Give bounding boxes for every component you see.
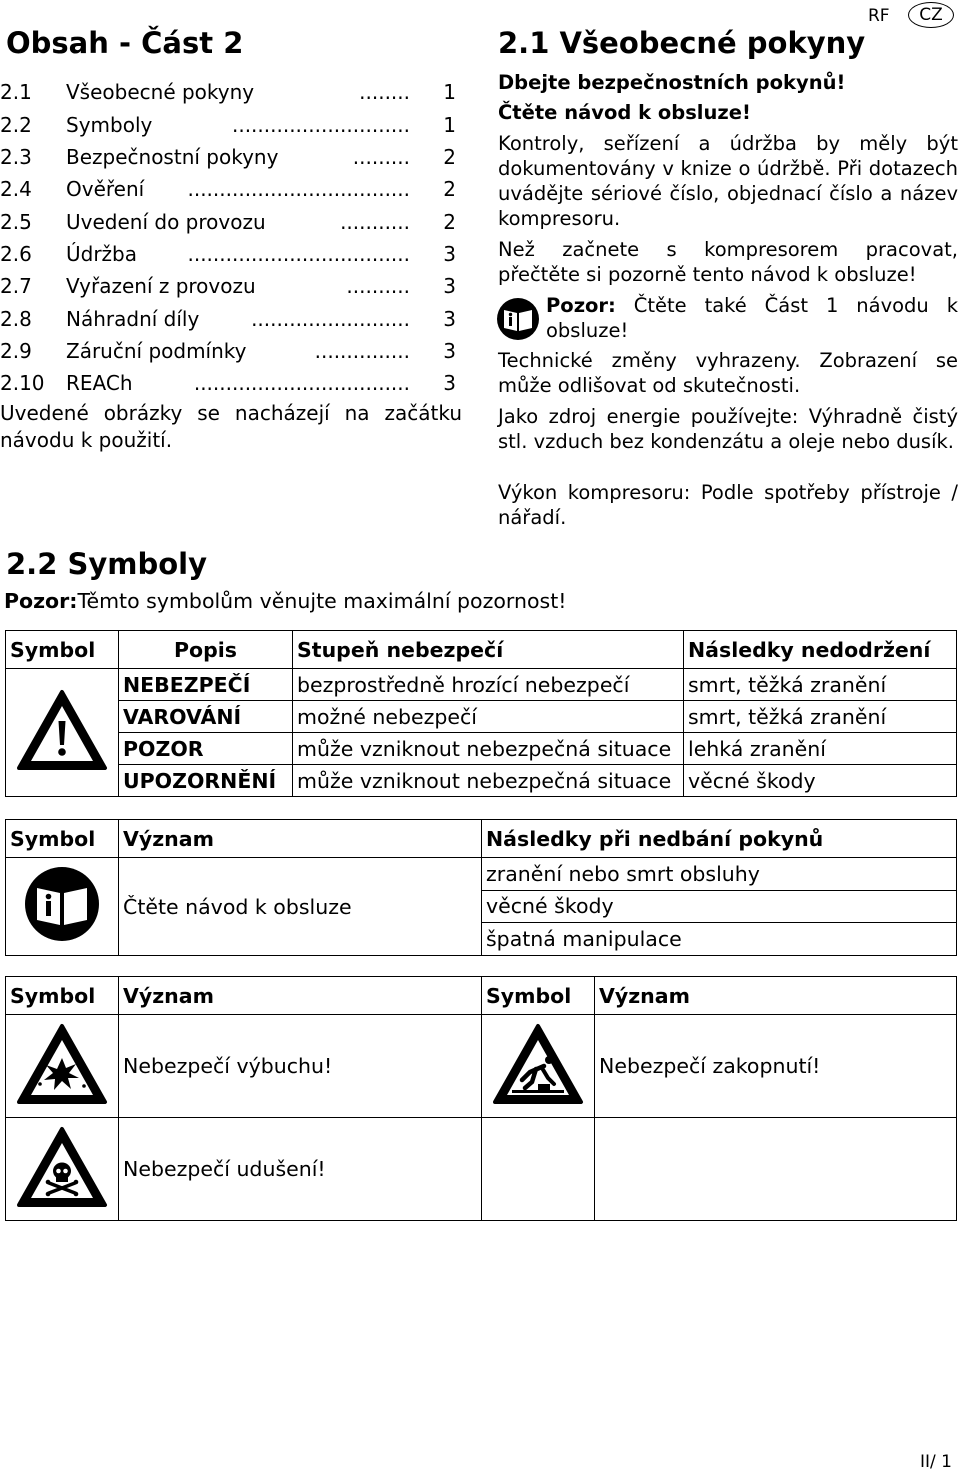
col-symbol: Symbol bbox=[6, 631, 119, 669]
toc-page: 1 bbox=[443, 113, 456, 137]
toc-page: 3 bbox=[443, 307, 456, 331]
col-vyznam-2: Význam bbox=[595, 977, 957, 1015]
toc-page: 3 bbox=[443, 242, 456, 266]
toc-number: 2.9 bbox=[0, 339, 32, 363]
pozor-label: Pozor: bbox=[546, 294, 616, 317]
toc-item[interactable] bbox=[0, 113, 470, 145]
toc-label: Náhradní díly bbox=[66, 307, 200, 331]
consequence-cell: smrt, těžká zranění bbox=[684, 669, 957, 701]
toc-label: Ověření bbox=[66, 177, 145, 201]
table-row bbox=[6, 858, 957, 891]
toc-title: Obsah - Část 2 bbox=[6, 26, 244, 60]
toc-number: 2.8 bbox=[0, 307, 32, 331]
consequence-cell: věcné škody bbox=[684, 765, 957, 797]
pozor-text: Čtěte také Část 1 návodu k obsluze! bbox=[546, 294, 958, 342]
book-icon bbox=[496, 297, 540, 341]
col-stupen: Stupeň nebezpečí bbox=[293, 631, 684, 669]
toc-note: Uvedené obrázky se nacházejí na začátku návodu k použití. bbox=[0, 401, 462, 452]
toc-page: 2 bbox=[443, 145, 456, 169]
consequence-cell: věcné škody bbox=[482, 890, 957, 923]
toc-label: Vyřazení z provozu bbox=[66, 274, 256, 298]
col-symbol-2: Symbol bbox=[482, 977, 595, 1015]
empty-cell bbox=[595, 1118, 957, 1221]
toc-item[interactable] bbox=[0, 274, 470, 306]
level-cell: UPOZORNĚNÍ bbox=[119, 765, 293, 797]
meaning-cell: Čtěte návod k obsluze bbox=[119, 858, 482, 956]
toc-item[interactable] bbox=[0, 371, 470, 403]
level-cell: NEBEZPEČÍ bbox=[119, 669, 293, 701]
degree-cell: bezprostředně hrozící nebezpečí bbox=[293, 669, 684, 701]
table-row bbox=[6, 765, 957, 797]
toc-leader: ......... bbox=[352, 145, 410, 169]
explosion-icon-cell bbox=[6, 1015, 119, 1118]
table-row bbox=[6, 669, 957, 701]
toc-label: Uvedení do provozu bbox=[66, 210, 266, 234]
consequence-cell: smrt, těžká zranění bbox=[684, 701, 957, 733]
toc-leader: ............................ bbox=[231, 113, 410, 137]
toc-leader: ................................... bbox=[187, 242, 410, 266]
paragraph-energy: Jako zdroj energie používejte: Výhradně čistý stl. vzduch bez kondenzátu a oleje nebo dusík. bbox=[498, 405, 958, 453]
level-cell: POZOR bbox=[119, 733, 293, 765]
book-icon-cell bbox=[6, 858, 119, 956]
toc-page: 1 bbox=[443, 80, 456, 104]
symbols-pozor-text: Těmto symbolům věnujte maximální pozornost! bbox=[77, 589, 567, 613]
empty-cell bbox=[482, 1118, 595, 1221]
trip-icon bbox=[492, 1022, 584, 1106]
warning-icon bbox=[16, 688, 108, 772]
toc-page: 3 bbox=[443, 274, 456, 298]
paragraph-changes: Technické změny vyhrazeny. Zobrazení se může odlišovat od skutečnosti. bbox=[498, 349, 958, 397]
toc-leader: ................................... bbox=[187, 177, 410, 201]
toc-number: 2.1 bbox=[0, 80, 32, 104]
toc-item[interactable] bbox=[0, 307, 470, 339]
degree-cell: může vzniknout nebezpečná situace bbox=[293, 765, 684, 797]
consequence-cell: špatná manipulace bbox=[482, 923, 957, 956]
pozor-note bbox=[546, 293, 958, 343]
col-nasledky: Následky při nedbání pokynů bbox=[482, 820, 957, 858]
section-21-title: 2.1 Všeobecné pokyny bbox=[498, 26, 866, 60]
col-vyznam: Význam bbox=[119, 977, 482, 1015]
skull-icon-cell bbox=[6, 1118, 119, 1221]
toc-page: 3 bbox=[443, 371, 456, 395]
toc-leader: ........ bbox=[359, 80, 410, 104]
trip-icon-cell bbox=[482, 1015, 595, 1118]
consequence-cell: zranění nebo smrt obsluhy bbox=[482, 858, 957, 891]
col-symbol: Symbol bbox=[6, 977, 119, 1015]
toc-label: Symboly bbox=[66, 113, 153, 137]
level-cell: VAROVÁNÍ bbox=[119, 701, 293, 733]
toc-number: 2.3 bbox=[0, 145, 32, 169]
toc-item[interactable] bbox=[0, 210, 470, 242]
skull-icon bbox=[16, 1125, 108, 1209]
toc-page: 3 bbox=[443, 339, 456, 363]
col-nasledky: Následky nedodržení bbox=[684, 631, 957, 669]
toc-item[interactable] bbox=[0, 339, 470, 371]
toc-page: 2 bbox=[443, 177, 456, 201]
toc-number: 2.6 bbox=[0, 242, 32, 266]
safety-heading: Dbejte bezpečnostních pokynů! bbox=[498, 71, 846, 94]
symbols-pozor-label: Pozor: bbox=[4, 589, 78, 613]
paragraph-read-before: Než začnete s kompresorem pracovat, přečtěte si pozorně tento návod k obsluze! bbox=[498, 238, 958, 286]
toc-item[interactable] bbox=[0, 177, 470, 209]
table-row bbox=[6, 701, 957, 733]
table-row bbox=[6, 733, 957, 765]
col-popis: Popis bbox=[119, 631, 293, 669]
explosion-icon bbox=[16, 1022, 108, 1106]
toc-label: Všeobecné pokyny bbox=[66, 80, 255, 104]
hazard-symbol-table bbox=[5, 976, 957, 1221]
page-number: II/ 1 bbox=[920, 1452, 952, 1472]
toc-number: 2.7 bbox=[0, 274, 32, 298]
toc-leader: .................................. bbox=[193, 371, 410, 395]
danger-levels-table bbox=[5, 630, 957, 797]
toc-number: 2.5 bbox=[0, 210, 32, 234]
toc-number: 2.2 bbox=[0, 113, 32, 137]
trip-label: Nebezpečí zakopnutí! bbox=[595, 1015, 957, 1118]
language-badge: CZ bbox=[908, 2, 954, 28]
toc-number: 2.10 bbox=[0, 371, 45, 395]
explosion-label: Nebezpečí výbuchu! bbox=[119, 1015, 482, 1118]
degree-cell: možné nebezpečí bbox=[293, 701, 684, 733]
paragraph-performance: Výkon kompresoru: Podle spotřeby přístroje / nářadí. bbox=[498, 481, 958, 529]
toc-leader: .......... bbox=[346, 274, 410, 298]
consequence-cell: lehká zranění bbox=[684, 733, 957, 765]
suffocation-label: Nebezpečí udušení! bbox=[119, 1118, 482, 1221]
symbols-pozor-line bbox=[4, 589, 566, 613]
toc-leader: ......................... bbox=[251, 307, 410, 331]
toc-item[interactable] bbox=[0, 80, 470, 112]
section-22-title: 2.2 Symboly bbox=[6, 547, 208, 581]
col-symbol: Symbol bbox=[6, 820, 119, 858]
table-row bbox=[6, 1118, 957, 1221]
manual-symbol-table bbox=[5, 819, 957, 956]
book-icon bbox=[24, 866, 100, 942]
toc-number: 2.4 bbox=[0, 177, 32, 201]
toc-page: 2 bbox=[443, 210, 456, 234]
read-manual-heading: Čtěte návod k obsluze! bbox=[498, 101, 751, 124]
col-vyznam: Význam bbox=[119, 820, 482, 858]
toc-label: REACh bbox=[66, 371, 133, 395]
toc-item[interactable] bbox=[0, 145, 470, 177]
warning-icon-cell bbox=[6, 669, 119, 797]
toc-leader: ........... bbox=[340, 210, 410, 234]
paragraph-maintenance: Kontroly, seřízení a údržba by měly být dokumentovány v knize o údržbě. Při dotazech uvádějte sériové číslo, objednací číslo a název kompresoru. bbox=[498, 132, 958, 230]
toc-leader: ............... bbox=[314, 339, 410, 363]
toc-label: Údržba bbox=[66, 242, 138, 266]
toc-label: Bezpečnostní pokyny bbox=[66, 145, 279, 169]
degree-cell: může vzniknout nebezpečná situace bbox=[293, 733, 684, 765]
toc-item[interactable] bbox=[0, 242, 470, 274]
table-row bbox=[6, 1015, 957, 1118]
toc-label: Záruční podmínky bbox=[66, 339, 247, 363]
rf-label: RF bbox=[868, 6, 890, 26]
